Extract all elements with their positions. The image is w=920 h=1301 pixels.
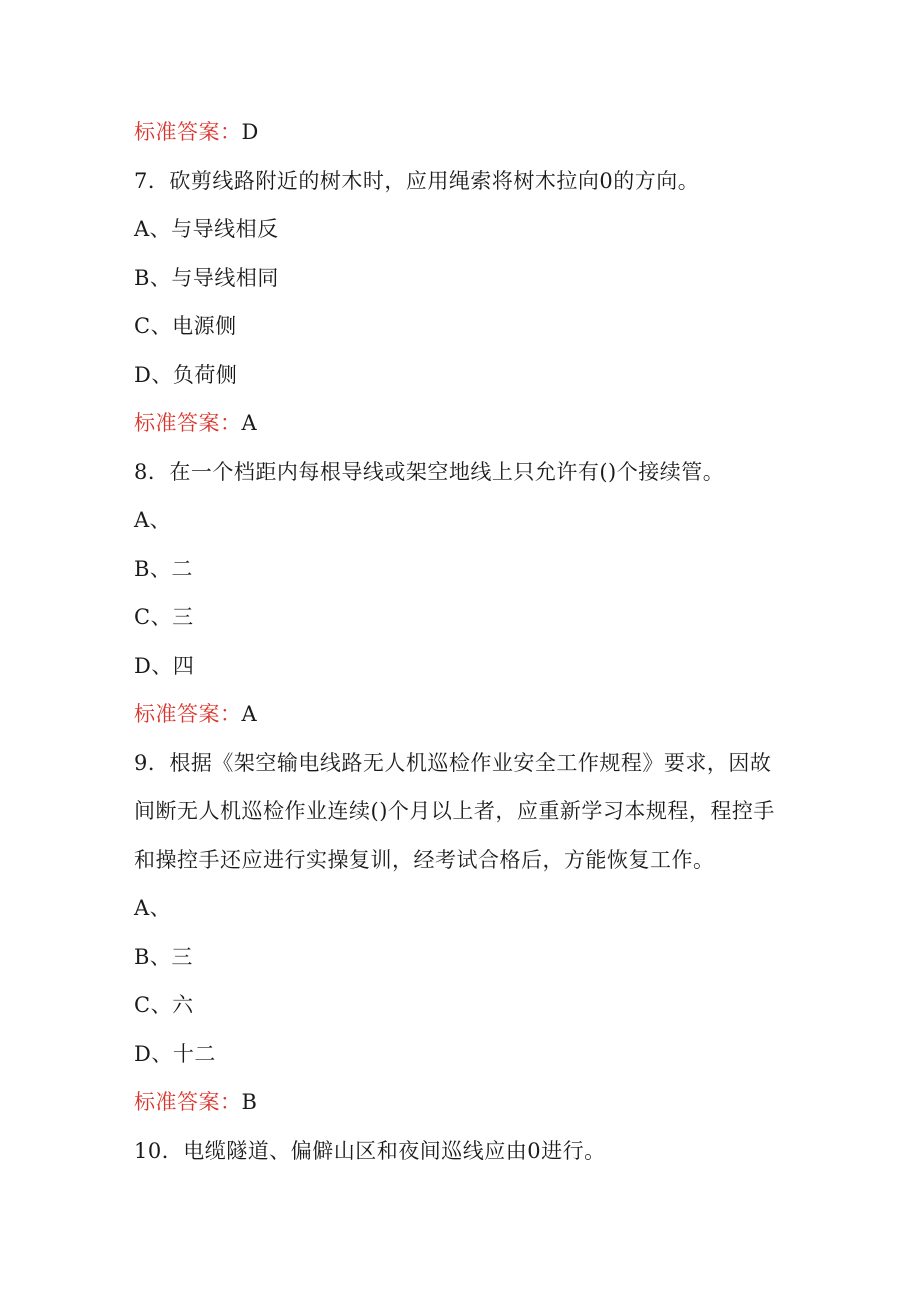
answer-label: 标准答案：: [134, 1090, 242, 1114]
question-9-option-a: A、: [134, 896, 172, 920]
question-9-option-d: D、十二: [134, 1042, 216, 1066]
answer-line: [134, 409, 257, 437]
answer-line: [134, 118, 259, 146]
question-8-text: 8．在一个档距内每根导线或架空地线上只允许有()个接续管。: [134, 460, 725, 484]
question-7-option-d: D、负荷侧: [134, 363, 238, 387]
question-9-text-line-3: 和操控手还应进行实操复训，经考试合格后，方能恢复工作。: [134, 848, 715, 872]
question-9-option-c: C、六: [134, 993, 194, 1017]
question-8-option-a: A、: [134, 508, 172, 532]
answer-value: B: [241, 1090, 258, 1114]
answer-line: [134, 1088, 257, 1116]
question-8-option-b: B、二: [134, 557, 193, 581]
answer-value: A: [241, 411, 258, 435]
answer-label: 标准答案：: [134, 702, 242, 726]
question-7-option-b: B、与导线相同: [134, 266, 279, 290]
question-9-text-line-2: 间断无人机巡检作业连续()个月以上者，应重新学习本规程，程控手: [134, 799, 775, 823]
question-10-text: 10．电缆隧道、偏僻山区和夜间巡线应由0进行。: [134, 1139, 606, 1163]
answer-value: D: [241, 120, 259, 144]
question-8-option-c: C、三: [134, 605, 194, 629]
question-7-option-c: C、电源侧: [134, 314, 237, 338]
question-7-option-a: A、与导线相反: [134, 217, 279, 241]
answer-line: [134, 700, 257, 728]
question-9-option-b: B、三: [134, 945, 193, 969]
answer-value: A: [241, 702, 258, 726]
question-9-text-line-1: 9．根据《架空输电线路无人机巡检作业安全工作规程》要求，因故: [134, 751, 772, 775]
answer-label: 标准答案：: [134, 120, 242, 144]
question-7-text: 7．砍剪线路附近的树木时，应用绳索将树木拉向0的方向。: [134, 169, 700, 193]
answer-label: 标准答案：: [134, 411, 242, 435]
question-8-option-d: D、四: [134, 654, 195, 678]
